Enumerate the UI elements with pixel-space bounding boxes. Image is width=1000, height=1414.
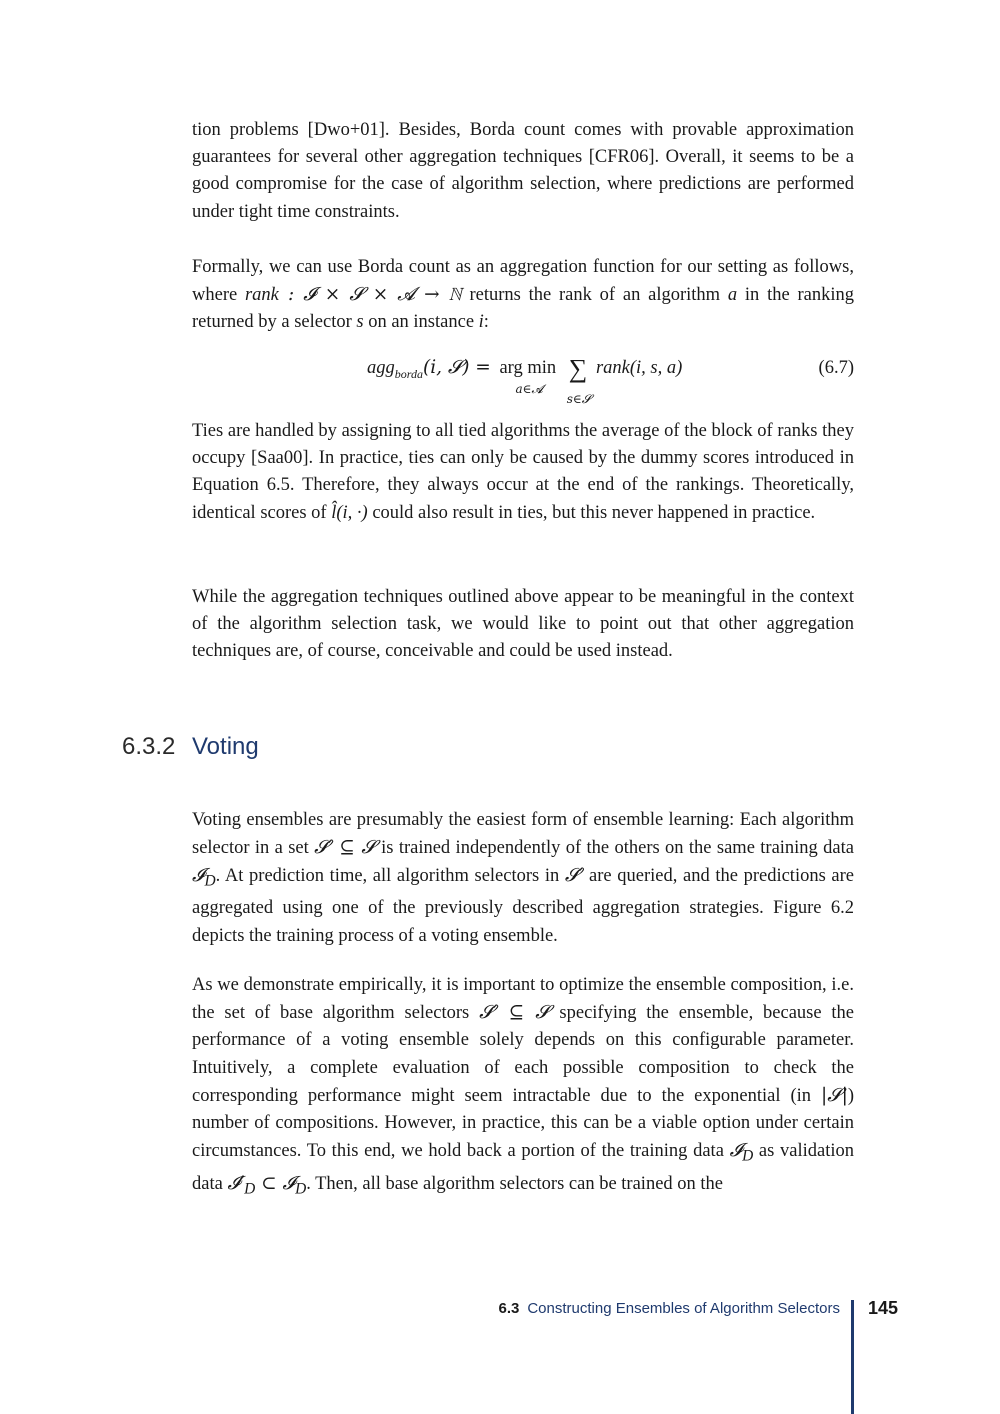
math-subset-of-training: ⊂ 𝓘: [255, 1173, 296, 1195]
eq-lhs-args: (i, 𝓢) =: [422, 357, 491, 378]
paragraph-borda-formal: [192, 254, 854, 337]
eq-agg: agg: [367, 358, 395, 378]
text-segment: returns the rank of an algorithm: [461, 285, 728, 306]
eq-argmin: [499, 355, 557, 396]
text-segment: as validation data: [192, 1141, 854, 1195]
paragraph-voting-intro: [192, 807, 854, 950]
math-training-data-sub: D: [742, 1147, 754, 1165]
text-segment: ) number of compositions. However, in practice, this can be a viable option under certain circumstances. To this end, we hold back a portion of the training data: [192, 1085, 854, 1162]
math-var-a: a: [727, 285, 738, 306]
math-var-i: i: [478, 312, 484, 333]
text-segment: could also result in ties, but this never happened in practice.: [367, 502, 816, 523]
paragraph-aggregation-note: While the aggregation techniques outlined above appear to be meaningful in the context of the algorithm selection task, we would like to point out that other aggregation techniques are, of course, conceivable and could be used instead.: [192, 587, 854, 662]
text-segment: Voting ensembles are presumably the easiest form of ensemble learning: Each algorithm selector in a set: [192, 810, 854, 859]
eq-argmin-label: arg min: [499, 358, 557, 378]
text-segment: Ties are handled by assigning to all tied algorithms the average of the block of ranks they occupy [Saa00]. In practice, ties can only be caused by the dummy scores introduced in Equation 6.5. Therefore, they always occur at the end of the rankings. Theoretically, identical scores of: [192, 421, 854, 523]
paragraph-borda-intro: tion problems [Dwo+01]. Besides, Borda count comes with provable approximation guarantees for several other aggregation techniques [CFR06]. Overall, it seems to be a good compromise for the case of algorithm selection, where predictions are performed under tight time constraints.: [192, 120, 854, 222]
section-number: 6.3.2: [122, 733, 176, 760]
text-segment: . Then, all base algorithm selectors can be trained on the: [306, 1174, 724, 1195]
math-s-prime: 𝓢′: [564, 865, 584, 887]
text-segment: :: [483, 312, 489, 333]
math-training-data: 𝓘: [729, 1140, 743, 1162]
text-segment: specifying the ensemble, because the performance of a voting ensemble solely depends on this configurable parameter. Intuitively, a complete evaluation of each possible composition to check the corresponding performance might seem intractable due to the exponential (in: [192, 1003, 855, 1106]
text-segment: As we demonstrate empirically, it is important to optimize the ensemble composition, i.e. the set of base algorithm selectors: [192, 975, 854, 1024]
math-var-s: s: [356, 312, 364, 333]
math-cardinality: |𝓢|: [821, 1084, 848, 1106]
math-validation-data-sub: D: [244, 1180, 256, 1198]
eq-sum-under: s∈𝓢: [566, 392, 592, 406]
paragraph-ensemble-composition: [192, 972, 854, 1203]
eq-sum: [566, 354, 592, 406]
equation-6-7: [192, 355, 854, 405]
math-subset-of-training-sub: D: [295, 1180, 307, 1198]
eq-sum-symbol: ∑: [568, 354, 588, 383]
eq-agg-sub: borda: [394, 367, 423, 381]
page-number: 145: [868, 1298, 899, 1318]
paragraph-ties: [192, 418, 854, 527]
text-segment: in the ranking returned by a selector: [192, 285, 854, 333]
page-footer: [400, 1300, 840, 1317]
eq-argmin-under: a∈𝓐: [515, 382, 544, 396]
math-validation-data: 𝓘′: [227, 1173, 245, 1195]
eq-rhs: rank(i, s, a): [595, 358, 683, 378]
math-subset: 𝓢′ ⊆ 𝓢: [314, 837, 376, 859]
math-rank: rank: [244, 285, 279, 306]
math-training-data-sub: D: [204, 873, 216, 891]
text-segment: Formally, we can use Borda count as an aggregation function for our setting as follows, where: [192, 257, 854, 306]
math-l-hat: l̂(i, ·): [331, 502, 368, 523]
equation-number: (6.7): [818, 358, 854, 378]
section-title: Voting: [192, 733, 259, 760]
footer-section-number: 6.3: [498, 1300, 520, 1317]
footer-divider: [851, 1300, 854, 1414]
section-heading: [122, 733, 259, 761]
math-rank-signature: : 𝓘 × 𝓢 × 𝓐 → ℕ: [278, 284, 462, 306]
text-segment: . At prediction time, all algorithm selectors in: [215, 866, 565, 887]
equation-body: [367, 354, 683, 406]
footer-section-title: Constructing Ensembles of Algorithm Selectors: [527, 1300, 840, 1317]
text-segment: are queried, and the predictions are aggregated using one of the previously described aggregation strategies. Figure 6.2 depicts the training process of a voting ensemble.: [192, 866, 855, 946]
math-subset: 𝓢′ ⊆ 𝓢: [479, 1002, 550, 1024]
math-training-data: 𝓘: [192, 865, 205, 887]
text-segment: is trained independently of the others on the same training data: [375, 838, 854, 859]
text-segment: on an instance: [363, 312, 479, 333]
